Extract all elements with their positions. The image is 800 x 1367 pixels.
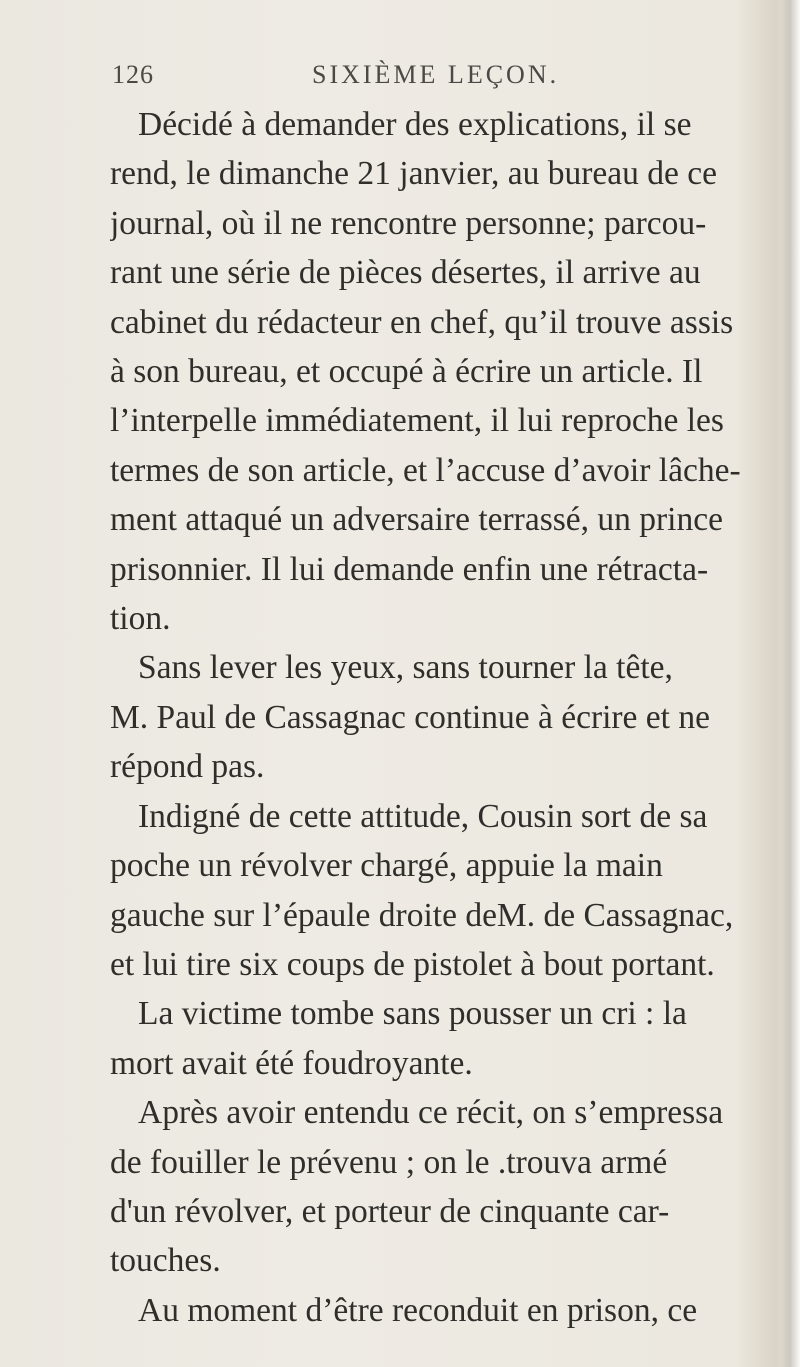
page-edge-shadow [780, 0, 800, 1367]
text-line: ment attaqué un adversaire terrassé, un prince [110, 501, 723, 539]
text-line: cabinet du rédacteur en chef, qu’il trouve assis [110, 303, 734, 341]
text-line: Décidé à demander des explications, il se [138, 106, 692, 143]
text-line: d'un révolver, et porteur de cinquante car- [110, 1192, 670, 1230]
text-line: Après avoir entendu ce récit, on s’empressa [138, 1094, 724, 1132]
text-line: touches. [110, 1242, 221, 1280]
text-line: et lui tire six coups de pistolet à bout portant. [110, 945, 715, 983]
body-text [110, 100, 786, 1335]
text-line: l’interpelle immédiatement, il lui reproche les [110, 402, 724, 440]
text-line: rant une série de pièces désertes, il arrive au [110, 254, 701, 292]
text-line: M. Paul de Cassagnac continue à écrire et ne [110, 698, 710, 736]
text-line: rend, le dimanche 21 janvier, au bureau de ce [110, 155, 717, 193]
text-line: La victime tombe sans pousser un cri : la [138, 995, 687, 1033]
text-line: à son bureau, et occupé à écrire un article. Il [110, 353, 703, 391]
text-line: de fouiller le prévenu ; on le .trouva armé [110, 1143, 668, 1181]
page-number: 126 [112, 60, 154, 89]
running-title: SIXIÈME LEÇON. [312, 60, 560, 89]
text-line: Sans lever les yeux, sans tourner la tête, [138, 649, 673, 687]
text-line: répond pas. [110, 748, 265, 786]
text-line: termes de son article, et l’accuse d’avoir lâche- [110, 451, 741, 489]
text-line: tion. [110, 600, 171, 638]
text-line: poche un révolver chargé, appuie la main [110, 847, 663, 885]
text-line: Indigné de cette attitude, Cousin sort de sa [138, 797, 708, 835]
text-line: prisonnier. Il lui demande enfin une rétracta- [110, 550, 709, 588]
page-header [112, 60, 780, 100]
text-line: Au moment d’être reconduit en prison, ce [138, 1291, 698, 1329]
text-line: mort avait été foudroyante. [110, 1044, 473, 1082]
text-line: gauche sur l’épaule droite deM. de Cassagnac, [110, 896, 734, 934]
text-line: journal, où il ne rencontre personne; parcou- [110, 204, 707, 242]
